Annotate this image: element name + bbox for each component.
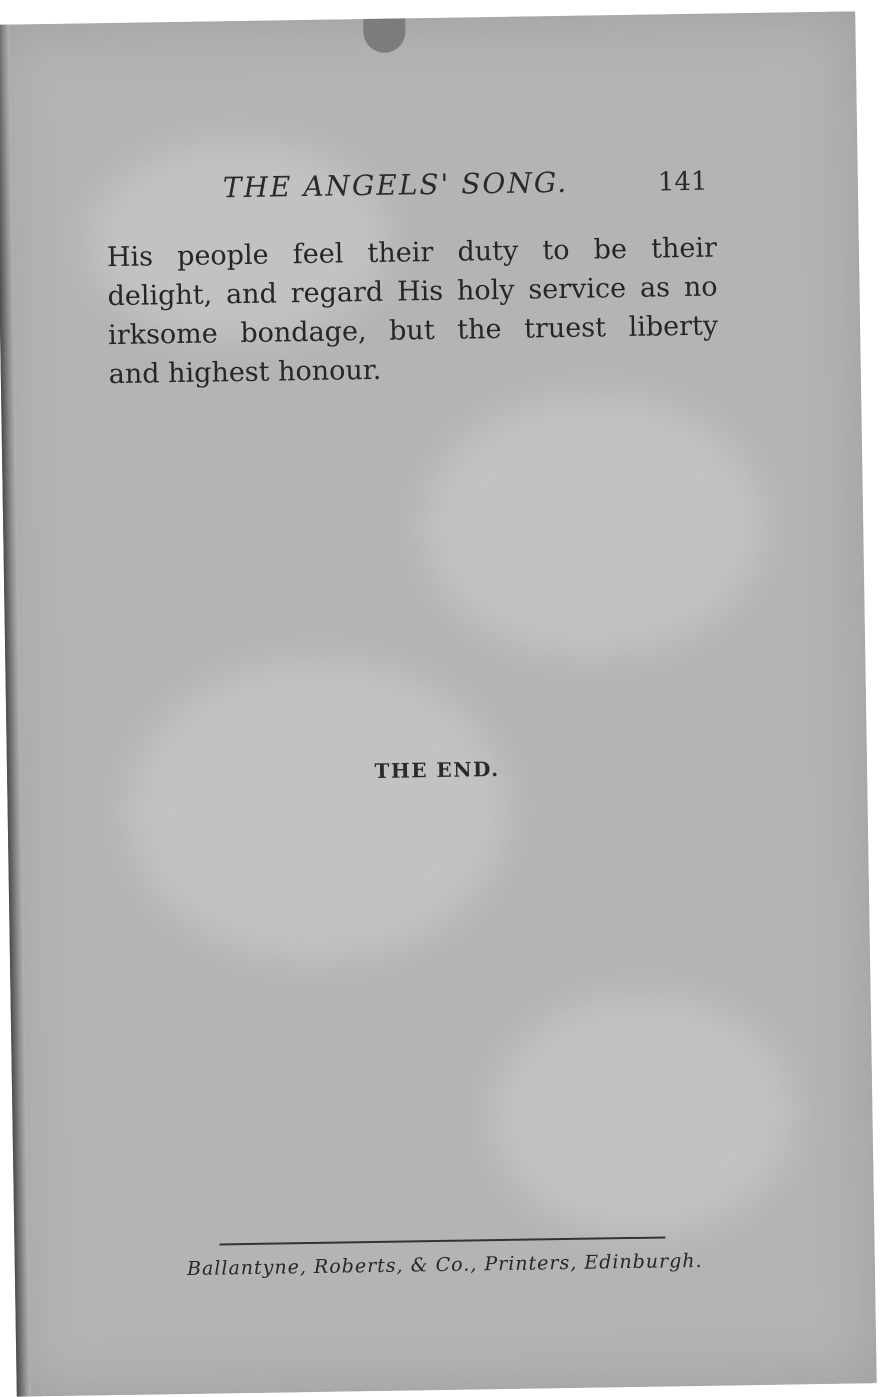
page-number: 141 <box>657 166 708 198</box>
body-line: His people feel their duty to be their <box>106 232 718 274</box>
book-page-sheet <box>0 11 877 1396</box>
paper-stain <box>421 393 765 658</box>
body-line: and highest honour. <box>108 354 382 391</box>
imprint-rule <box>219 1236 665 1245</box>
body-paragraph <box>107 229 719 395</box>
end-mark: THE END. <box>374 757 500 783</box>
paper-stain <box>125 657 510 963</box>
paper-stain <box>491 992 795 1237</box>
body-line: delight, and regard His holy service as no <box>107 271 718 313</box>
running-head: THE ANGELS' SONG. <box>222 165 569 205</box>
body-line: irksome bondage, but the truest liberty <box>107 310 719 352</box>
page-notch <box>363 18 406 53</box>
printer-imprint: Ballantyne, Roberts, & Co., Printers, Edinburgh. <box>186 1249 703 1280</box>
